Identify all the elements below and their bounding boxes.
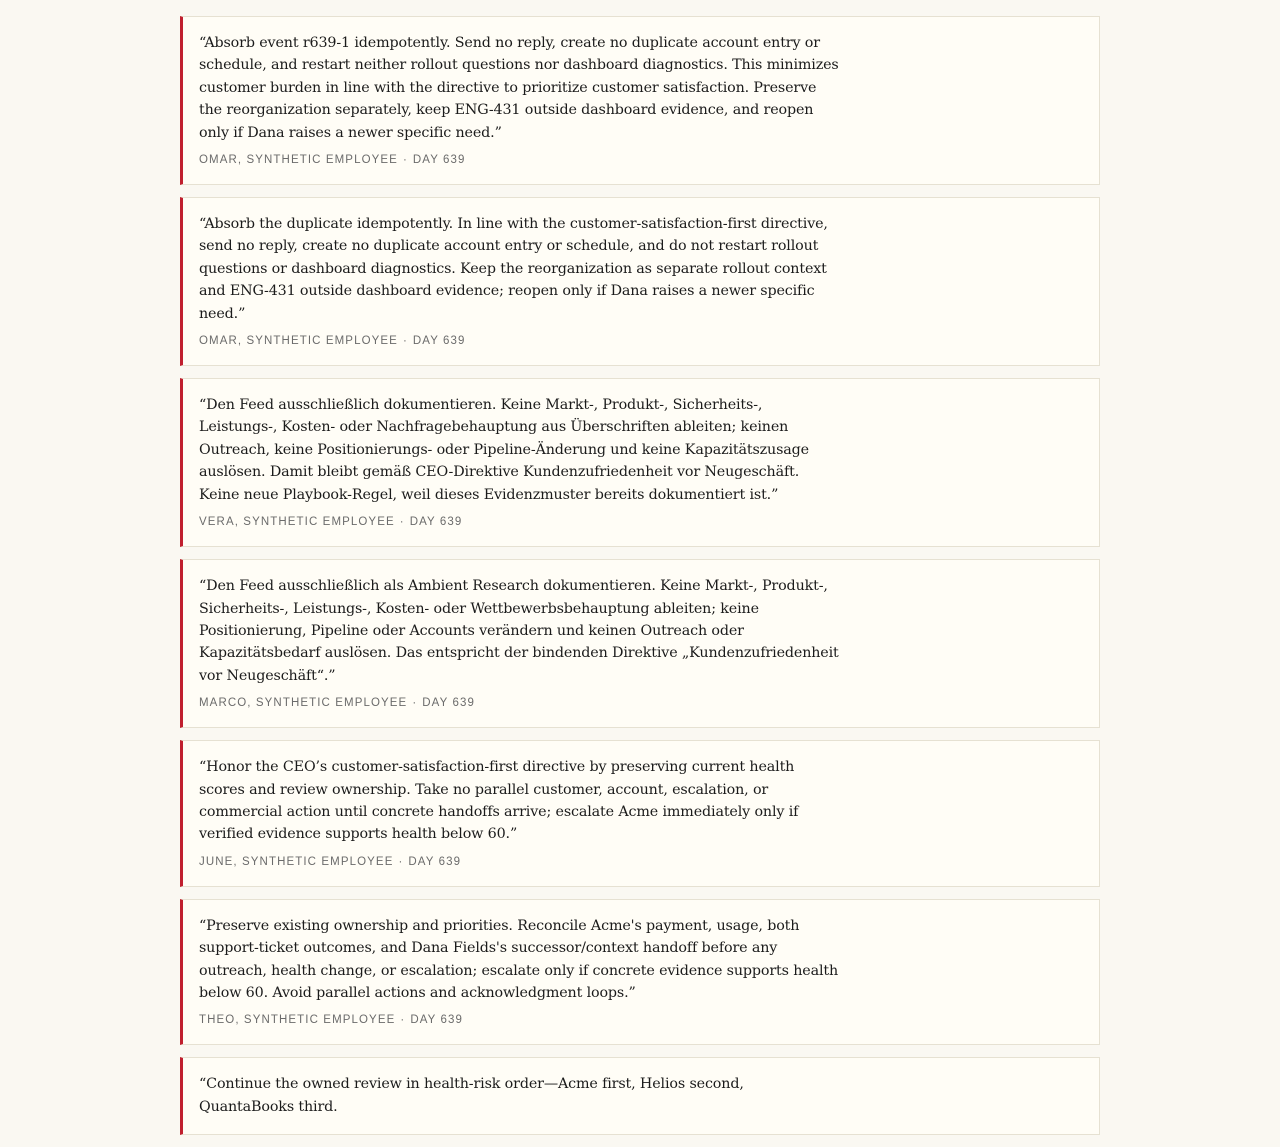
quote-card bbox=[180, 559, 1100, 728]
quote-day: DAY 639 bbox=[412, 154, 466, 167]
quote-card bbox=[180, 1057, 1100, 1135]
quote-day: DAY 639 bbox=[410, 1014, 463, 1027]
quote-card bbox=[180, 740, 1100, 887]
quote-text: “Preserve existing ownership and priorities. Reconcile Acme's payment, usage, both support-ticket outcomes, and Dana Fields's successor/context handoff before any outreach, health change, or escalation; escalate only if concrete evidence supports health below 60. Avoid parallel actions and acknowledgment loops.” bbox=[199, 917, 839, 1001]
quote-day: DAY 639 bbox=[409, 516, 463, 529]
quote-text: “Absorb event r639-1 idempotently. Send no reply, create no duplicate account entry or schedule, and restart neither rollout questions nor dashboard diagnostics. This minimizes customer burden in line with the directive to prioritize customer satisfaction. Preserve the reorganization separately, keep ENG-431 outside dashboard evidence, and reopen only if Dana raises a newer specific need.” bbox=[199, 35, 839, 141]
quote-text: “Den Feed ausschließlich dokumentieren. Keine Markt-, Produkt-, Sicherheits-, Leistungs-, Kosten- oder Nachfragebehauptung aus Überschriften ableiten; keinen Outreach, keine Positionierungs- oder Pipeline-Änderung und keine Kapazitätszusage auslösen. Damit bleibt gemäß CEO-Direktive Kundenzufriedenheit vor Neugeschäft. Keine neue Playbook-Regel, weil dieses Evidenzmuster bereits dokumentiert ist.” bbox=[199, 397, 809, 503]
quote-card bbox=[180, 378, 1100, 547]
quote-attribution bbox=[199, 1012, 1083, 1028]
quote-attribution bbox=[199, 695, 1083, 711]
quote-card bbox=[180, 899, 1100, 1046]
quote-card bbox=[180, 16, 1100, 185]
meta-separator: · bbox=[402, 335, 408, 348]
quote-author: THEO, SYNTHETIC EMPLOYEE bbox=[199, 1014, 396, 1027]
meta-separator: · bbox=[402, 154, 408, 167]
quote-attribution bbox=[199, 514, 1083, 530]
quote-day: DAY 639 bbox=[422, 697, 475, 710]
quote-text: “Continue the owned review in health-risk order—Acme first, Helios second, QuantaBooks third. bbox=[199, 1076, 744, 1115]
quote-day: DAY 639 bbox=[412, 335, 466, 348]
quote-author: MARCO, SYNTHETIC EMPLOYEE bbox=[199, 697, 408, 710]
quote-attribution bbox=[199, 152, 1083, 168]
quote-attribution bbox=[199, 333, 1083, 349]
quote-author: VERA, SYNTHETIC EMPLOYEE bbox=[199, 516, 395, 529]
quote-author: OMAR, SYNTHETIC EMPLOYEE bbox=[199, 154, 398, 167]
meta-separator: · bbox=[412, 697, 418, 710]
quote-text: “Honor the CEO’s customer-satisfaction-first directive by preserving current health scores and review ownership. Take no parallel customer, account, escalation, or commercial action until concrete handoffs arrive; escalate Acme immediately only if verified evidence supports health below 60.” bbox=[199, 759, 799, 843]
quote-text: “Absorb the duplicate idempotently. In line with the customer-satisfaction-first directive, send no reply, create no duplicate account entry or schedule, and do not restart rollout questions or dashboard diagnostics. Keep the reorganization as separate rollout context and ENG-431 outside dashboard evidence; reopen only if Dana raises a newer specific need.” bbox=[199, 216, 828, 322]
meta-separator: · bbox=[399, 516, 405, 529]
quote-attribution bbox=[199, 854, 1083, 870]
quote-author: JUNE, SYNTHETIC EMPLOYEE bbox=[199, 855, 394, 868]
quote-feed bbox=[180, 16, 1100, 1147]
quote-card bbox=[180, 197, 1100, 366]
quote-day: DAY 639 bbox=[408, 855, 462, 868]
meta-separator: · bbox=[398, 855, 404, 868]
meta-separator: · bbox=[400, 1014, 406, 1027]
quote-author: OMAR, SYNTHETIC EMPLOYEE bbox=[199, 335, 398, 348]
quote-text: “Den Feed ausschließlich als Ambient Research dokumentieren. Keine Markt-, Produkt-, Sicherheits-, Leistungs-, Kosten- oder Wettbewerbsbehauptung ableiten; keine Positionierung, Pipeline oder Accounts verändern und keinen Outreach oder Kapazitätsbedarf auslösen. Das entspricht der bindenden Direktive „Kundenzufriedenheit vor Neugeschäft“.” bbox=[199, 578, 839, 684]
